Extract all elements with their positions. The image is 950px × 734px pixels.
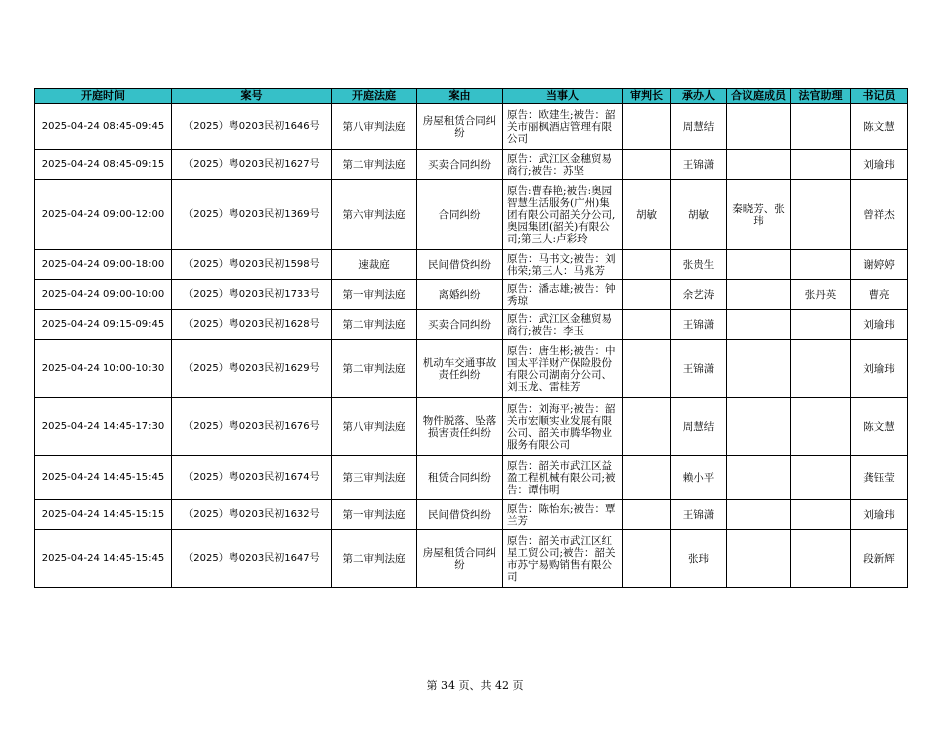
cell-cause: 房屋租赁合同纠纷 bbox=[417, 104, 503, 150]
table-row bbox=[35, 456, 908, 500]
header-cause: 案由 bbox=[417, 89, 503, 104]
cell-cause: 合同纠纷 bbox=[417, 180, 503, 250]
header-panel: 合议庭成员 bbox=[727, 89, 791, 104]
cell-parties: 原告：武江区金穗贸易商行;被告：苏坚 bbox=[503, 150, 623, 180]
cell-parties: 原告：韶关市武江区益盈工程机械有限公司;被告：谭伟明 bbox=[503, 456, 623, 500]
cell-handler: 余艺涛 bbox=[671, 280, 727, 310]
header-handler: 承办人 bbox=[671, 89, 727, 104]
cell-handler: 王锦潇 bbox=[671, 310, 727, 340]
cell-presiding-judge bbox=[623, 500, 671, 530]
cell-court: 第三审判法庭 bbox=[332, 456, 417, 500]
cell-clerk: 曹亮 bbox=[851, 280, 908, 310]
cell-panel bbox=[727, 398, 791, 456]
table-row bbox=[35, 180, 908, 250]
cell-panel bbox=[727, 456, 791, 500]
cell-cause: 房屋租赁合同纠纷 bbox=[417, 530, 503, 588]
cell-presiding-judge bbox=[623, 530, 671, 588]
cell-case-no: （2025）粤0203民初1629号 bbox=[172, 340, 332, 398]
cell-parties: 原告：韶关市武江区红星工贸公司;被告：韶关市苏宁易购销售有限公司 bbox=[503, 530, 623, 588]
cell-handler: 胡敏 bbox=[671, 180, 727, 250]
cell-parties: 原告：武江区金穗贸易商行;被告：李玉 bbox=[503, 310, 623, 340]
cell-parties: 原告：马书文;被告：刘伟荣;第三人：马兆芳 bbox=[503, 250, 623, 280]
cell-court: 第六审判法庭 bbox=[332, 180, 417, 250]
table-row bbox=[35, 280, 908, 310]
cell-presiding-judge bbox=[623, 310, 671, 340]
cell-time: 2025-04-24 09:00-12:00 bbox=[35, 180, 172, 250]
header-case-no: 案号 bbox=[172, 89, 332, 104]
cell-parties: 原告：欧建生;被告：韶关市丽枫酒店管理有限公司 bbox=[503, 104, 623, 150]
cell-panel bbox=[727, 310, 791, 340]
cell-clerk: 刘瑜玮 bbox=[851, 310, 908, 340]
cell-court: 第一审判法庭 bbox=[332, 280, 417, 310]
cell-handler: 周慧结 bbox=[671, 104, 727, 150]
cell-panel bbox=[727, 104, 791, 150]
cell-time: 2025-04-24 09:15-09:45 bbox=[35, 310, 172, 340]
cell-court: 第二审判法庭 bbox=[332, 150, 417, 180]
cell-clerk: 刘瑜玮 bbox=[851, 500, 908, 530]
cell-case-no: （2025）粤0203民初1733号 bbox=[172, 280, 332, 310]
cell-cause: 买卖合同纠纷 bbox=[417, 150, 503, 180]
cell-panel bbox=[727, 340, 791, 398]
header-row bbox=[35, 89, 908, 104]
cell-clerk: 陈文慧 bbox=[851, 104, 908, 150]
cell-case-no: （2025）粤0203民初1674号 bbox=[172, 456, 332, 500]
hearing-schedule-table bbox=[34, 88, 908, 588]
cell-clerk: 段新辉 bbox=[851, 530, 908, 588]
table-row bbox=[35, 104, 908, 150]
cell-assistant bbox=[791, 398, 851, 456]
cell-presiding-judge bbox=[623, 456, 671, 500]
cell-cause: 物件脱落、坠落损害责任纠纷 bbox=[417, 398, 503, 456]
cell-handler: 周慧结 bbox=[671, 398, 727, 456]
cell-assistant bbox=[791, 500, 851, 530]
cell-case-no: （2025）粤0203民初1628号 bbox=[172, 310, 332, 340]
cell-parties: 原告：陈怡东;被告：覃兰芳 bbox=[503, 500, 623, 530]
cell-clerk: 刘瑜玮 bbox=[851, 150, 908, 180]
cell-assistant bbox=[791, 310, 851, 340]
cell-panel bbox=[727, 250, 791, 280]
header-clerk: 书记员 bbox=[851, 89, 908, 104]
cell-time: 2025-04-24 09:00-10:00 bbox=[35, 280, 172, 310]
cell-parties: 原告：刘海平;被告：韶关市宏顺实业发展有限公司、韶关市腾华物业服务有限公司 bbox=[503, 398, 623, 456]
table-row bbox=[35, 340, 908, 398]
cell-clerk: 谢婷婷 bbox=[851, 250, 908, 280]
cell-time: 2025-04-24 14:45-15:15 bbox=[35, 500, 172, 530]
cell-panel bbox=[727, 280, 791, 310]
cell-court: 第二审判法庭 bbox=[332, 340, 417, 398]
cell-case-no: （2025）粤0203民初1598号 bbox=[172, 250, 332, 280]
cell-handler: 王锦潇 bbox=[671, 340, 727, 398]
cell-court: 速裁庭 bbox=[332, 250, 417, 280]
cell-court: 第八审判法庭 bbox=[332, 104, 417, 150]
cell-handler: 赖小平 bbox=[671, 456, 727, 500]
cell-time: 2025-04-24 14:45-15:45 bbox=[35, 456, 172, 500]
cell-clerk: 龚钰莹 bbox=[851, 456, 908, 500]
header-presiding-judge: 审判长 bbox=[623, 89, 671, 104]
cell-presiding-judge bbox=[623, 340, 671, 398]
cell-case-no: （2025）粤0203民初1627号 bbox=[172, 150, 332, 180]
cell-court: 第八审判法庭 bbox=[332, 398, 417, 456]
cell-handler: 张玮 bbox=[671, 530, 727, 588]
cell-panel: 秦晓芳、张玮 bbox=[727, 180, 791, 250]
cell-parties: 原告：潘志雄;被告：钟秀琼 bbox=[503, 280, 623, 310]
cell-cause: 离婚纠纷 bbox=[417, 280, 503, 310]
header-assistant: 法官助理 bbox=[791, 89, 851, 104]
table-row bbox=[35, 150, 908, 180]
table-row bbox=[35, 310, 908, 340]
cell-clerk: 刘瑜玮 bbox=[851, 340, 908, 398]
table-row bbox=[35, 530, 908, 588]
page-number: 第 34 页、共 42 页 bbox=[426, 679, 524, 692]
cell-court: 第二审判法庭 bbox=[332, 530, 417, 588]
cell-assistant bbox=[791, 340, 851, 398]
cell-court: 第二审判法庭 bbox=[332, 310, 417, 340]
cell-cause: 机动车交通事故责任纠纷 bbox=[417, 340, 503, 398]
cell-case-no: （2025）粤0203民初1632号 bbox=[172, 500, 332, 530]
cell-case-no: （2025）粤0203民初1647号 bbox=[172, 530, 332, 588]
cell-cause: 买卖合同纠纷 bbox=[417, 310, 503, 340]
cell-case-no: （2025）粤0203民初1676号 bbox=[172, 398, 332, 456]
cell-presiding-judge: 胡敏 bbox=[623, 180, 671, 250]
cell-time: 2025-04-24 14:45-17:30 bbox=[35, 398, 172, 456]
cell-panel bbox=[727, 150, 791, 180]
header-court: 开庭法庭 bbox=[332, 89, 417, 104]
cell-time: 2025-04-24 08:45-09:45 bbox=[35, 104, 172, 150]
cell-assistant bbox=[791, 456, 851, 500]
cell-panel bbox=[727, 500, 791, 530]
cell-presiding-judge bbox=[623, 250, 671, 280]
cell-handler: 王锦潇 bbox=[671, 150, 727, 180]
cell-time: 2025-04-24 09:00-18:00 bbox=[35, 250, 172, 280]
cell-presiding-judge bbox=[623, 280, 671, 310]
table-row bbox=[35, 500, 908, 530]
header-time: 开庭时间 bbox=[35, 89, 172, 104]
cell-court: 第一审判法庭 bbox=[332, 500, 417, 530]
table-row bbox=[35, 250, 908, 280]
cell-cause: 民间借贷纠纷 bbox=[417, 500, 503, 530]
cell-assistant bbox=[791, 104, 851, 150]
cell-case-no: （2025）粤0203民初1646号 bbox=[172, 104, 332, 150]
cell-assistant bbox=[791, 150, 851, 180]
cell-panel bbox=[727, 530, 791, 588]
cell-handler: 王锦潇 bbox=[671, 500, 727, 530]
cell-presiding-judge bbox=[623, 104, 671, 150]
cell-presiding-judge bbox=[623, 398, 671, 456]
cell-time: 2025-04-24 10:00-10:30 bbox=[35, 340, 172, 398]
cell-clerk: 陈文慧 bbox=[851, 398, 908, 456]
cell-parties: 原告:曹春艳;被告:奥园智慧生活服务(广州)集团有限公司韶关分公司,奥园集团(韶关)有限公司;第三人:卢彩玲 bbox=[503, 180, 623, 250]
cell-handler: 张贵生 bbox=[671, 250, 727, 280]
cell-assistant: 张丹英 bbox=[791, 280, 851, 310]
cell-assistant bbox=[791, 530, 851, 588]
cell-clerk: 曾祥杰 bbox=[851, 180, 908, 250]
header-parties: 当事人 bbox=[503, 89, 623, 104]
cell-presiding-judge bbox=[623, 150, 671, 180]
cell-assistant bbox=[791, 180, 851, 250]
cell-case-no: （2025）粤0203民初1369号 bbox=[172, 180, 332, 250]
cell-time: 2025-04-24 08:45-09:15 bbox=[35, 150, 172, 180]
cell-assistant bbox=[791, 250, 851, 280]
cell-cause: 租赁合同纠纷 bbox=[417, 456, 503, 500]
cell-parties: 原告：唐生彬;被告：中国太平洋财产保险股份有限公司湖南分公司、刘玉龙、雷桂芳 bbox=[503, 340, 623, 398]
table-row bbox=[35, 398, 908, 456]
cell-time: 2025-04-24 14:45-15:45 bbox=[35, 530, 172, 588]
cell-cause: 民间借贷纠纷 bbox=[417, 250, 503, 280]
